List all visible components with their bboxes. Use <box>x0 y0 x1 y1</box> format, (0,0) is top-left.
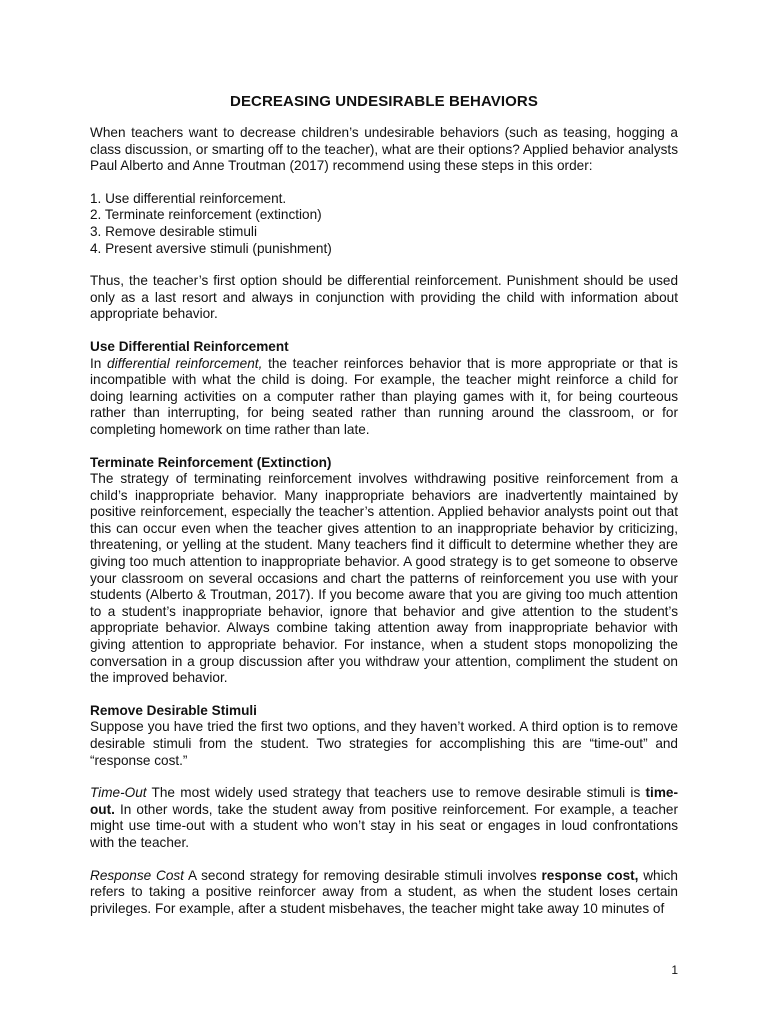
step-item: 3. Remove desirable stimuli <box>90 223 257 239</box>
document-title: DECREASING UNDESIRABLE BEHAVIORS <box>230 93 538 110</box>
section-paragraph <box>90 356 678 439</box>
page-number: 1 <box>671 963 678 977</box>
text-run: which refers to taking a positive reinforcer away from a student, as when the student loses certain privileges. For example, after a student misbehaves, the teacher might take away 10 minutes of <box>90 867 678 916</box>
key-term: differential reinforcement, <box>107 355 263 371</box>
key-term: response cost, <box>541 867 639 883</box>
text-run: In <box>90 355 108 371</box>
subheading-label: Time-Out <box>90 785 147 801</box>
text-run: In other words, take the student away from positive reinforcement. For example, a teacher might use time-out with a student who won’t stay in his seat or engages in loud confrontations with the teacher. <box>90 801 678 850</box>
section-paragraph: The strategy of terminating reinforcement involves withdrawing positive reinforcement from a child’s inappropriate behavior. Many inappropriate behaviors are inadvertently maintained by positive reinforcement, especially the teacher’s attention. Applied behavior analysts point out that this can occur even when the teacher gives attention to an inappropriate behavior by criticizing, threatening, or yelling at the student. Many teachers find it difficult to determine whether they are giving too much attention to inappropriate behavior. A good strategy is to get someone to observe your classroom on several occasions and chart the patterns of reinforcement you use with your students (Alberto & Troutman, 2017). If you become aware that you are giving too much attention to a student’s inappropriate behavior, ignore that behavior and give attention to the student’s appropriate behavior. Always combine taking attention away from inappropriate behavior with giving attention to appropriate behavior. For instance, when a student stops monopolizing the conversation in a group discussion after you withdraw your attention, compliment the student on the improved behavior. <box>90 471 678 686</box>
key-term: time-out. <box>90 785 678 817</box>
document-page <box>90 93 678 917</box>
section-terminate-reinforcement <box>90 455 678 687</box>
steps-list <box>90 191 678 257</box>
response-cost-paragraph <box>90 868 678 918</box>
step-item: 4. Present aversive stimuli (punishment) <box>90 240 332 256</box>
text-run: The most widely used strategy that teachers use to remove desirable stimuli is <box>146 785 646 801</box>
section-heading: Use Differential Reinforcement <box>90 338 289 354</box>
step-item: 1. Use differential reinforcement. <box>90 190 287 206</box>
section-paragraph: Suppose you have tried the first two options, and they haven’t worked. A third option is to remove desirable stimuli from the student. Two strategies for accomplishing this are “time-out” and “response cost.” <box>90 719 678 768</box>
step-item: 2. Terminate reinforcement (extinction) <box>90 207 322 223</box>
section-remove-desirable-stimuli <box>90 703 678 769</box>
text-run: A second strategy for removing desirable stimuli involves <box>183 867 542 883</box>
text-run: the teacher reinforces behavior that is more appropriate or that is incompatible with what the child is doing. For example, the teacher might reinforce a child for doing learning activities on a computer rather than playing games with it, for being courteous rather than interrupting, for being seated rather than running around the classroom, or for completing homework on time rather than late. <box>90 355 678 437</box>
subheading-label: Response Cost <box>90 867 184 883</box>
section-heading: Terminate Reinforcement (Extinction) <box>90 454 332 470</box>
intro-paragraph: When teachers want to decrease children’s undesirable behaviors (such as teasing, hogging a class discussion, or smarting off to the teacher), what are their options? Applied behavior analysts Paul Alberto and Anne Troutman (2017) recommend using these steps in this order: <box>90 125 678 174</box>
timeout-paragraph <box>90 785 678 851</box>
section-differential-reinforcement <box>90 339 678 439</box>
summary-paragraph: Thus, the teacher’s first option should be differential reinforcement. Punishment should be used only as a last resort and always in conjunction with providing the child with information about appropriate behavior. <box>90 273 678 322</box>
section-heading: Remove Desirable Stimuli <box>90 702 257 718</box>
